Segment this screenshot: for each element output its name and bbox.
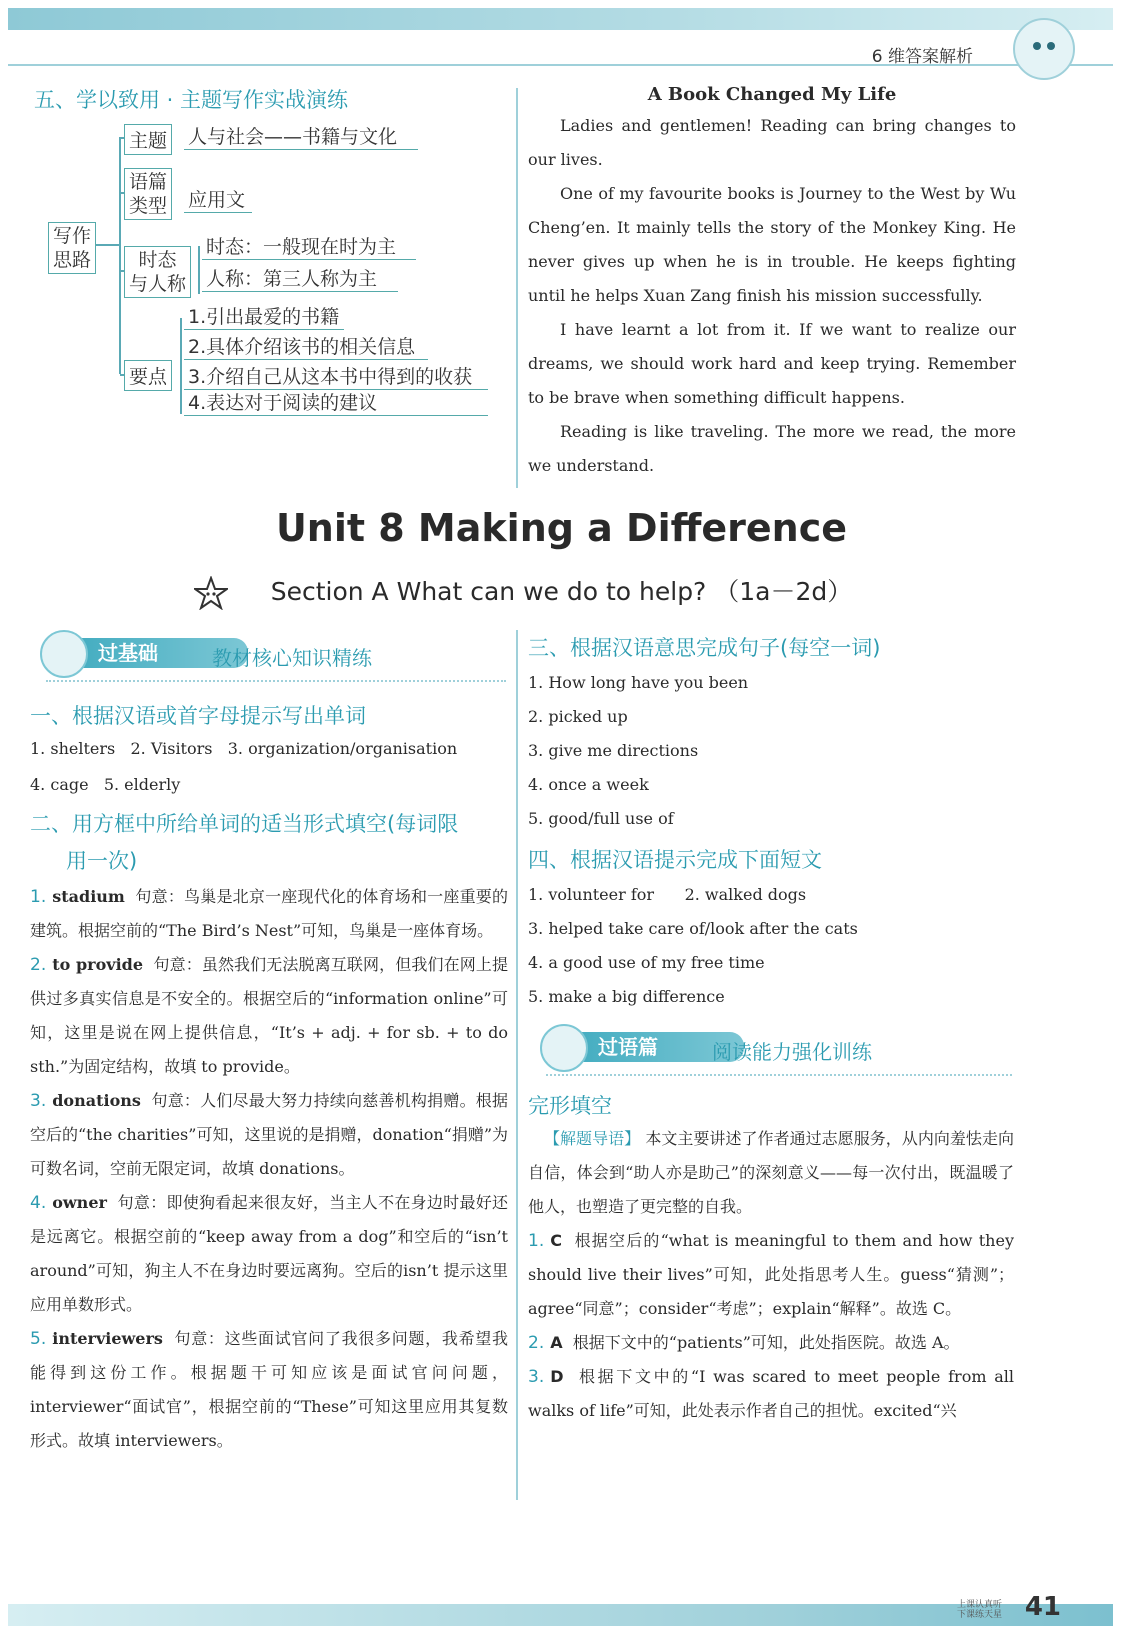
answer: 1. shelters (30, 739, 116, 758)
answer-line (528, 878, 1008, 912)
answer-explanation: 3. D 根据下文中的“I was scared to meet people from all walks of life”可知，此处表示作者自己的担忧。excited“兴 (528, 1367, 1015, 1420)
writing-section-title: 五、学以致用 · 主题写作实战演练 (34, 88, 349, 112)
essay-paragraph: One of my favourite books is Journey to the West by Wu Cheng’en. It mainly tells the story of the Monkey King. He never gives up when he is in trouble. He keeps fighting until he helps Xuan Zang finish his mission successfully. (528, 184, 1016, 305)
mascot-icon (540, 1024, 588, 1072)
answer: 1. How long have you been (528, 673, 749, 692)
mindmap-point: 3.介绍自己从这本书中得到的收获 (184, 362, 488, 390)
mindmap-point: 1.引出最爱的书籍 (184, 302, 344, 330)
answer: 4. once a week (528, 775, 649, 794)
explanation-item: 4. owner 句意：即使狗看起来很友好，当主人不在身边时最好还是远离它。根据空前的“keep away from a dog”和空后的“isn’t around”可知，狗主人不在身边时要远离狗。空后的isn’t 提示这里应用单数形式。 (30, 1193, 508, 1314)
page-number: 41 (1024, 1592, 1061, 1622)
answer: 5. good/full use of (528, 809, 674, 828)
mindmap-person-leaf: 人称：第三人称为主 (202, 264, 398, 292)
unit-title: Unit 8 Making a Difference (275, 506, 848, 550)
answer: 4. cage (30, 775, 89, 794)
model-essay (528, 84, 1016, 483)
mindmap-tense-leaf: 时态：一般现在时为主 (202, 232, 416, 260)
s3-title: 三、根据汉语意思完成句子(每空一词) (528, 636, 881, 660)
answer: 1. volunteer for (528, 885, 655, 904)
explanation-item: 5. interviewers 句意：这些面试官问了我很多问题，我希望我能得到这份工作。根据题干可知应该是面试官问问题，interviewer“面试官”，根据空前的“These”可知这里应用其复数形式。故填 interviewers。 (30, 1329, 508, 1450)
s1-title: 一、根据汉语或首字母提示写出单词 (30, 704, 366, 728)
mascot-logo-icon (1013, 18, 1075, 80)
mindmap-root: 写作 思路 (48, 222, 96, 274)
answer: 3. organization/organisation (227, 739, 458, 758)
answer-explanation: 2. A 根据下文中的“patients”可知，此处指医院。故选 A。 (528, 1333, 960, 1353)
column-divider (516, 88, 518, 488)
banner-basics-sub: 教材核心知识精练 (212, 646, 372, 670)
s4-title: 四、根据汉语提示完成下面短文 (528, 848, 822, 872)
banner-basics: 过基础 (46, 638, 248, 668)
s3-answers (528, 666, 1008, 836)
mindmap-theme: 主题 (124, 124, 172, 155)
s2-title: 二、用方框中所给单词的适当形式填空(每词限 (30, 812, 459, 836)
mindmap-tense: 时态 与人称 (124, 246, 191, 298)
cloze-explanations (528, 1122, 1014, 1428)
s1-answers-line (30, 768, 180, 802)
column-divider (516, 630, 518, 1500)
answer: 2. picked up (528, 707, 628, 726)
s2-explanations (30, 880, 508, 1458)
answer: 2. walked dogs (684, 885, 807, 904)
banner-reading: 过语篇 (546, 1032, 744, 1062)
header-label: 6 维答案解析 (871, 47, 973, 67)
mindmap-point: 4.表达对于阅读的建议 (184, 388, 488, 416)
essay-paragraph: I have learnt a lot from it. If we want to realize our dreams, we should work hard and keep trying. Remember to be brave when something difficult happens. (528, 320, 1016, 407)
s2-title-cont: 用一次) (66, 849, 138, 873)
s4-answers (528, 878, 1008, 1014)
header-band (8, 8, 1113, 30)
essay-paragraph: Reading is like traveling. The more we read, the more we understand. (528, 422, 1016, 475)
footer-band (8, 1604, 1113, 1626)
answer: 5. elderly (103, 775, 181, 794)
s1-answers-line (30, 732, 457, 766)
answer: 3. give me directions (528, 741, 699, 760)
section-title: Section A What can we do to help? （1a－2d） (270, 577, 853, 606)
answer: 5. make a big difference (528, 987, 725, 1006)
explanation-item: 1. stadium 句意：鸟巢是北京一座现代化的体育场和一座重要的建筑。根据空前的“The Bird’s Nest”可知，鸟巢是一座体育场。 (30, 887, 508, 940)
answer: 2. Visitors (130, 739, 213, 758)
mindmap-point: 2.具体介绍该书的相关信息 (184, 332, 428, 360)
essay-paragraph: Ladies and gentlemen! Reading can bring changes to our lives. (528, 116, 1016, 169)
mindmap-genre-leaf: 应用文 (184, 185, 252, 213)
cloze-title: 完形填空 (528, 1094, 612, 1118)
mindmap-points: 要点 (124, 360, 172, 391)
essay-title: A Book Changed My Life (647, 84, 897, 105)
mindmap-theme-leaf: 人与社会——书籍与文化 (184, 122, 418, 150)
explanation-item: 3. donations 句意：人们尽最大努力持续向慈善机构捐赠。根据空后的“the charities”可知，这里说的是捐赠，donation“捐赠”为可数名词，空前无限定词，故填 donations。 (30, 1091, 509, 1178)
footer-note: 上课认真听 下课练天星 (957, 1600, 1003, 1620)
banner-reading-sub: 阅读能力强化训练 (712, 1040, 872, 1064)
answer-explanation: 1. C 根据空后的“what is meaningful to them and how they should live their lives”可知，此处指思考人生。guess“猜测”；agree“同意”；consider“考虑”；explain“解释”。故选 C。 (528, 1231, 1014, 1318)
explanation-item: 2. to provide 句意：虽然我们无法脱离互联网，但我们在网上提供过多真实信息是不安全的。根据空后的“information online”可知，这里是说在网上提供信息，“It’s + adj. + for sb. + to do sth.”为固定结构，故填 to provide。 (30, 955, 508, 1076)
mindmap-genre: 语篇 类型 (124, 168, 172, 220)
answer: 4. a good use of my free time (528, 953, 765, 972)
mascot-icon (40, 630, 88, 678)
answer: 3. helped take care of/look after the cats (528, 919, 858, 938)
guide: 【解题导语】 本文主要讲述了作者通过志愿服务，从内向羞怯走向自信，体会到“助人亦是助己”的深刻意义——每一次付出，既温暖了他人，也塑造了更完整的自我。 (528, 1129, 1014, 1216)
